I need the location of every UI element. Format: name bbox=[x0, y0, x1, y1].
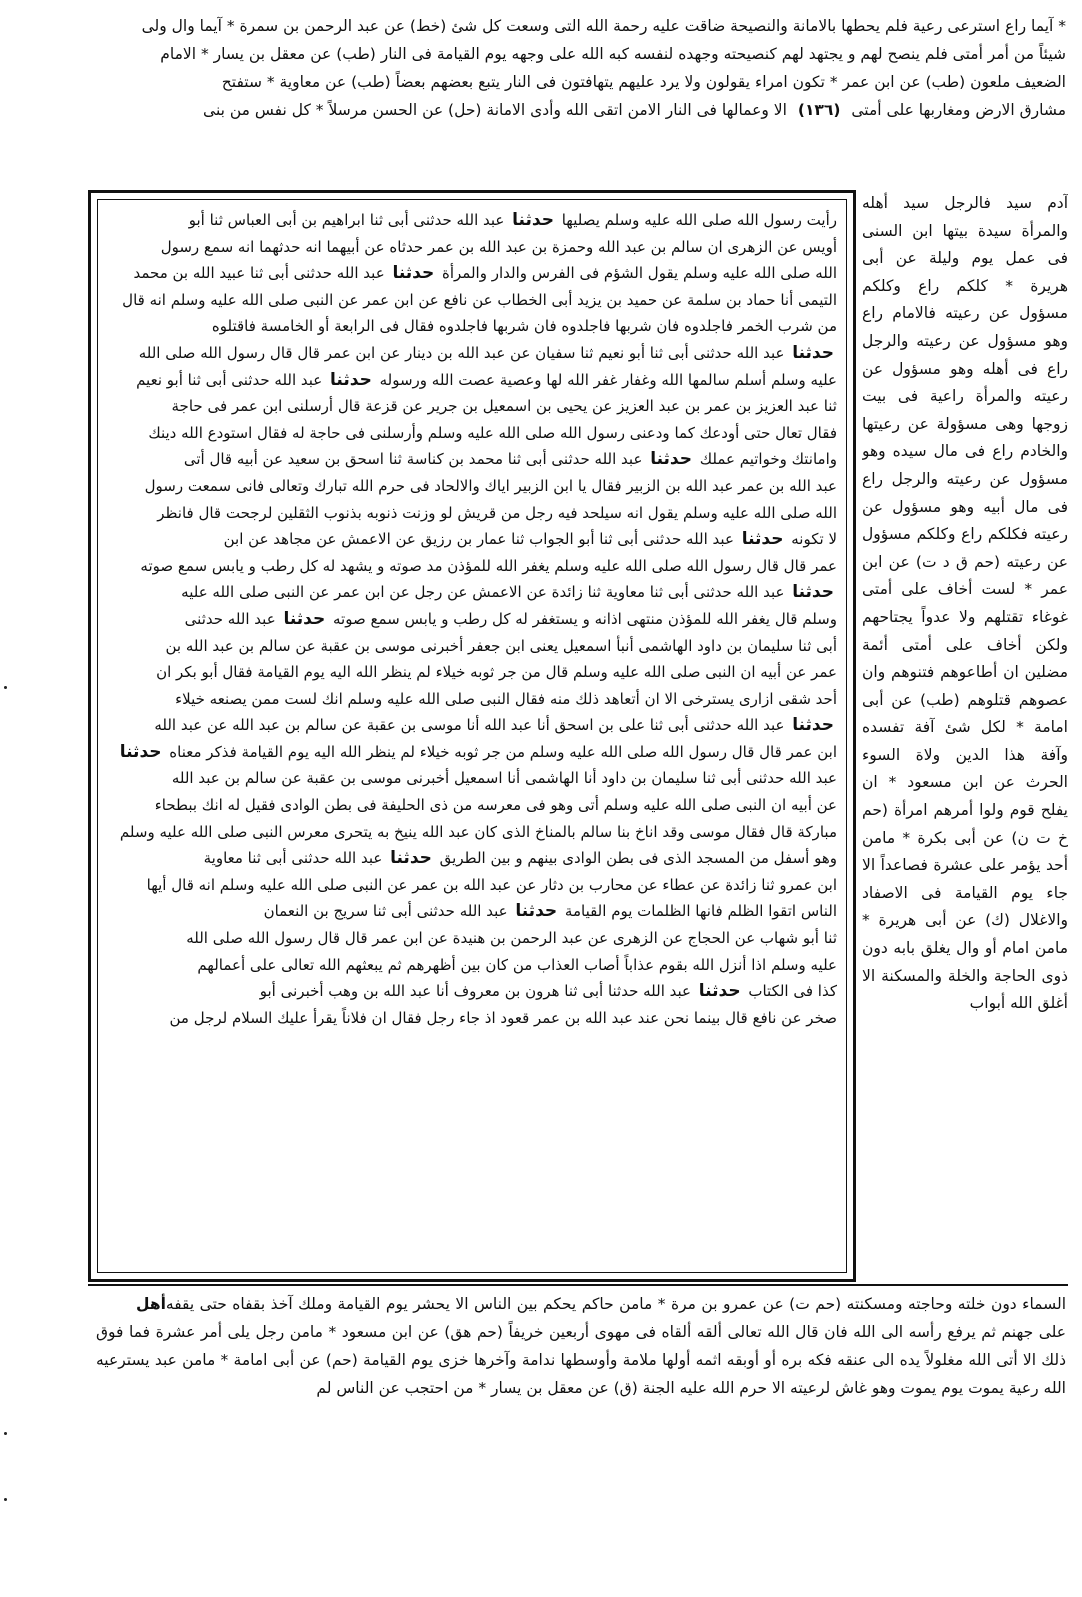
text-run: عبد الله حدثنى أبى ثنا على بن اسحق أنا عبد الله أنا موسى بن عقبة عن سالم بن عبد الله عن عبد الله bbox=[154, 716, 785, 735]
text-run: عبد الله حدثنى أبى ثنا ابراهيم بن أبى العباس ثنا أبو bbox=[188, 211, 505, 229]
scan-speck bbox=[4, 686, 7, 689]
top-line: الضعيف ملعون (طب) عن ابن عمر * تكون امراء يقولون ولا يرد عليهم يتهافتون فى النار يتبع بعضهم بعضاً (طب) عن معاوية * ستفتح bbox=[221, 73, 1066, 91]
text-line bbox=[107, 579, 837, 606]
top-margin-text bbox=[96, 12, 1066, 182]
text-line: من شرب الخمر فاجلدوه فان شربها فاجلدوه فان شربها فاجلدوه فقال فى الرابعة أو الخامسة فاقتلوه bbox=[211, 317, 837, 336]
bottom-line bbox=[96, 1290, 1066, 1402]
text-run: الناس اتقوا الظلم فانها الظلمات يوم القيامة bbox=[564, 902, 837, 921]
text-run: عبد الله حدثنا أبى ثنا هرون بن معروف أنا عبد الله بن وهب أخبرنى أبو bbox=[259, 982, 692, 1001]
text-run: عبد الله حدثنى أبى ثنا معاوية ثنا زائدة عن الاعمش عن رجل عن ابن عمر عن النبى صلى الله عليه bbox=[181, 583, 785, 602]
corner-word: أهل bbox=[136, 1295, 166, 1313]
text-line: أبى ثنا سليمان بن داود الهاشمى أنبأ اسمعيل يعنى ابن جعفر أخبرنى موسى بن عقبة عن سالم بن عبد الله بن bbox=[165, 636, 837, 655]
top-line-end: الا وعمالها فى النار الامن اتقى الله وأدى الامانة (حل) عن الحسن مرسلاً * كل نفس من بنى bbox=[203, 101, 787, 119]
text-run: عبد الله حدثنى أبى ثنا محمد بن كناسة ثنا اسحق بن سعيد عن أبيه قال أتى bbox=[183, 450, 643, 469]
main-hadith-text bbox=[107, 207, 837, 1267]
text-line: عمر عن أبيه ان النبى صلى الله عليه وسلم قال من جر ثوبه خيلاء لم ينظر الله اليه يوم القيامة فقال أبو بكر ان bbox=[156, 663, 837, 682]
bottom-separator-rule bbox=[88, 1284, 1068, 1286]
text-line: عبد الله حدثنى أبى ثنا سليمان بن داود أنا الهاشمى أنا اسمعيل أخبرنى موسى بن عقبة عن سالم بن عبد الله bbox=[171, 769, 837, 788]
text-run: عبد الله حدثنى أبى ثنا سريج بن النعمان bbox=[263, 902, 508, 921]
text-line: ثنا عبد العزيز بن عمر بن عبد العزيز عن يحيى بن اسمعيل بن جرير عن قزعة قال أرسلنى ابن عمر فى حاجة bbox=[171, 397, 837, 416]
text-line: صخر عن نافع قال بينما نحن عند عبد الله بن عمر قعود اذ جاء رجل فقال ان فلاناً يقرأ عليك السلام لرجل من bbox=[169, 1008, 837, 1027]
haddathana-marker: حدثنا bbox=[390, 848, 432, 869]
text-line: ابن عمرو ثنا زائدة عن عطاء عن محارب بن دثار عن عبد الله بن عمر عن النبى صلى الله عليه وسلم انه قال أيها bbox=[146, 875, 837, 894]
text-line: ثنا أبو شهاب عن الحجاج عن الزهرى عن عبد الرحمن بن هنيدة عن ابن عمر قال قال رسول الله صلى الله bbox=[186, 929, 837, 948]
text-line bbox=[107, 712, 837, 739]
text-line: الله صلى الله عليه وسلم يقول انه سيلحد فيه رجل من قريش لو وزنت ذنوبه بذنوب الثقلين لرجحت قال فانظر bbox=[157, 503, 837, 522]
haddathana-marker: حدثنا bbox=[698, 981, 741, 1002]
side-margin-text bbox=[862, 190, 1068, 1282]
scan-speck bbox=[4, 1498, 7, 1501]
text-line bbox=[107, 606, 837, 633]
bottom-margin-text bbox=[96, 1290, 1066, 1440]
text-line bbox=[107, 367, 837, 394]
text-run: لا تكونه bbox=[791, 530, 837, 549]
text-line bbox=[107, 898, 837, 925]
text-line bbox=[107, 340, 837, 367]
haddathana-marker: حدثنا bbox=[119, 741, 162, 762]
top-line: * آيما راع استرعى رعية فلم يحطها بالامانة والنصيحة ضاقت عليه رحمة الله التى وسعت كل شئ (خط) عن عبد الرحمن بن سمرة * آيما وال ولى bbox=[141, 17, 1066, 35]
text-run: عبد الله حدثنى bbox=[184, 609, 276, 628]
text-run: وهو أسفل من المسجد الذى فى بطن الوادى بينهم و بين الطريق bbox=[439, 849, 837, 868]
text-run: رأيت رسول الله صلى الله عليه وسلم يصليها bbox=[561, 211, 837, 229]
text-run: الله صلى الله عليه وسلم يقول الشؤم فى الفرس والدار والمرأة bbox=[442, 264, 837, 283]
text-line: أويس عن الزهرى ان سالم بن عبد الله وحمزة بن عبد الله بن عمر حدثاه عن أبيهما انه حدثهما انه سمع رسول bbox=[160, 237, 837, 256]
text-line bbox=[107, 978, 837, 1005]
text-run: وامانتك وخواتيم عملك bbox=[699, 450, 837, 469]
text-run: عبد الله حدثنى أبى ثنا أبو الجواب ثنا عمار بن رزيق عن الاعمش عن مجاهد عن ابن bbox=[223, 530, 734, 549]
text-run: عبد الله حدثنى أبى ثنا أبو نعيم bbox=[136, 370, 323, 389]
text-line: عليه وسلم اذا أنزل الله بقوم عذاباً أصاب العذاب من كان بين أظهرهم ثم يبعثهم الله تعالى على أعمالهم bbox=[197, 955, 837, 974]
text-line: أحد شقى ازارى يسترخى الا ان أتعاهد ذلك منه فقال النبى صلى الله عليه وسلم انك لست ممن يصنعه خيلاء bbox=[175, 689, 837, 708]
text-run: ابن عمر قال قال رسول الله صلى الله عليه وسلم من جر ثوبه خيلاء لم ينظر الله اليه يوم القيامة فذكر معناه bbox=[169, 742, 837, 761]
text-line: فقال تعال حتى أودعك كما ودعنى رسول الله صلى الله عليه وسلم وأرسلنى فى حاجة له فقال استودع الله دينك bbox=[148, 423, 837, 442]
text-line bbox=[107, 845, 837, 872]
text-line: عن أبيه ان النبى صلى الله عليه وسلم أتى وهو فى معرسه من ذى الحليفة فى بطن الوادى فقيل له انك ببطحاء bbox=[154, 796, 837, 815]
top-line bbox=[96, 96, 1066, 124]
text-line bbox=[107, 207, 837, 234]
side-margin-paragraph: آدم سيد فالرجل سيد أهله والمرأة سيدة بيتها ابن السنى فى عمل يوم وليلة عن أبى هريرة * كلكم راع وكلكم مسؤول عن رعيته فالامام راع وهو مسؤول عن رعيته والرجل راع فى أهله وهو مسؤول عن رعيته والمرأة راعية فى بيت زوجها وهى مسؤولة عن رعيتها والخادم راع فى مال سيده وهو مسؤول عن رعيته والرجل راع فى مال أبيه وهو مسؤول عن رعيته فكلكم راع وكلكم مسؤول عن رعيته (حم ق د ت) عن ابن عمر * لست أخاف على أمتى غوغاء تقتلهم ولا عدواً يجتاحهم ولكن أخاف على أمتى أئمة مضلين ان أطاعوهم فتنوهم وان عصوهم قتلوهم (طب) عن أبى امامة * لكل شئ آفة تفسده وآفة هذا الدين ولاة السوء الحرث عن ابن مسعود * ان يفلح قوم ولوا أمرهم امرأة (حم خ ت ن) عن أبى بكرة * مامن أحد يؤمر على عشرة فصاعداً الا جاء يوم القيامة فى الاصفاد والاغلال (ك) عن أبى هريرة * مامن امام أو وال يغلق بابه دون ذوى الحاجة والخلة والمسكنة الا أغلق الله أبواب bbox=[862, 194, 1068, 1013]
text-line bbox=[107, 446, 837, 473]
text-line: عبد الله بن عمر عبد الله بن الزبير فقال يا ابن الزبير اياك والالحاد فى حرم الله تبارك وتعالى فانى سمعت رسول bbox=[144, 476, 837, 495]
haddathana-marker: حدثنا bbox=[515, 901, 558, 922]
haddathana-marker: حدثنا bbox=[792, 582, 834, 603]
top-line-start: مشارق الارض ومغاربها على أمتى bbox=[851, 101, 1066, 119]
text-run: عبد الله حدثنى أبى ثنا معاوية bbox=[203, 849, 383, 868]
text-line bbox=[107, 526, 837, 553]
text-run: عليه وسلم أسلم سالمها الله وغفار غفر الله لها وعصية عصت الله ورسوله bbox=[379, 370, 837, 389]
haddathana-marker: حدثنا bbox=[792, 715, 834, 736]
haddathana-marker: حدثنا bbox=[330, 369, 372, 390]
text-line: مباركة قال فقال موسى وقد اناخ بنا سالم بالمناخ الذى كان عبد الله ينيخ به يتحرى معرس النبى صلى الله عليه وسلم bbox=[119, 822, 837, 841]
top-line: شيئاً من أمر أمتى فلم ينصح لهم و يجتهد لهم كنصيحته وجهده لنفسه كبه الله على وجهه يوم القيامة فى النار (طب) عن معقل بن يسار * الامام bbox=[160, 45, 1066, 63]
bottom-text-run: السماء دون خلته وحاجته ومسكنته (حم ت) عن عمرو بن مرة * مامن حاكم يحكم بين الناس الا يحشر يوم القيامة وملك آخذ بقفاه حتى يقفه على جهنم ثم يرفع رأسه الى الله فان قال الله تعالى ألقه ألقاه فى مهوى أربعين خريفاً (حم هق) عن ابن مسعود * مامن رجل يلى أمر عشرة فما فوق ذلك الا أتى الله مغلولاً يده الى عنقه فكه بره أو أوبقه اثمه أولها ملامة وأوسطها ندامة وآخرها خزى يوم القيامة (حم) عن أبى امامة * مامن عبد يسترعيه الله رعية يموت يوم يموت وهو غاش لرعيته الا حرم الله عليه الجنة (ق) عن معقل بن يسار * من احتجب عن الناس لم bbox=[96, 1295, 1066, 1397]
haddathana-marker: حدثنا bbox=[792, 342, 834, 363]
page-number: (١٣٦) bbox=[797, 101, 841, 119]
haddathana-marker: حدثنا bbox=[392, 263, 435, 284]
text-line: عمر قال قال رسول الله صلى الله عليه وسلم يغفر الله للمؤذن مد صوته و يشهد له كل رطب و يابس سمع صوته bbox=[140, 556, 837, 575]
haddathana-marker: حدثنا bbox=[650, 449, 692, 470]
text-run: وسلم قال يغفر الله للمؤذن منتهى اذانه و يستغفر له كل رطب و يابس سمع صوته bbox=[333, 609, 837, 628]
text-line bbox=[107, 739, 837, 766]
text-line bbox=[107, 260, 837, 287]
scan-speck bbox=[4, 1432, 7, 1435]
haddathana-marker: حدثنا bbox=[512, 210, 554, 230]
text-run: كذا فى الكتاب bbox=[748, 982, 837, 1001]
text-line: التيمى أنا حماد بن سلمة عن حميد بن يزيد أبى الخطاب عن نافع عن ابن عمر عن النبى صلى الله عليه وسلم انه قال bbox=[122, 290, 837, 309]
text-run: عبد الله حدثنى أبى ثنا أبو نعيم ثنا سفيان عن عبد الله بن دينار عن ابن عمر قال قال رسول الله صلى الله bbox=[138, 343, 785, 362]
haddathana-marker: حدثنا bbox=[741, 529, 784, 550]
text-run: عبد الله حدثنى أبى ثنا عبيد الله بن محمد bbox=[133, 264, 385, 283]
main-text-frame bbox=[88, 190, 856, 1282]
haddathana-marker: حدثنا bbox=[283, 608, 326, 629]
